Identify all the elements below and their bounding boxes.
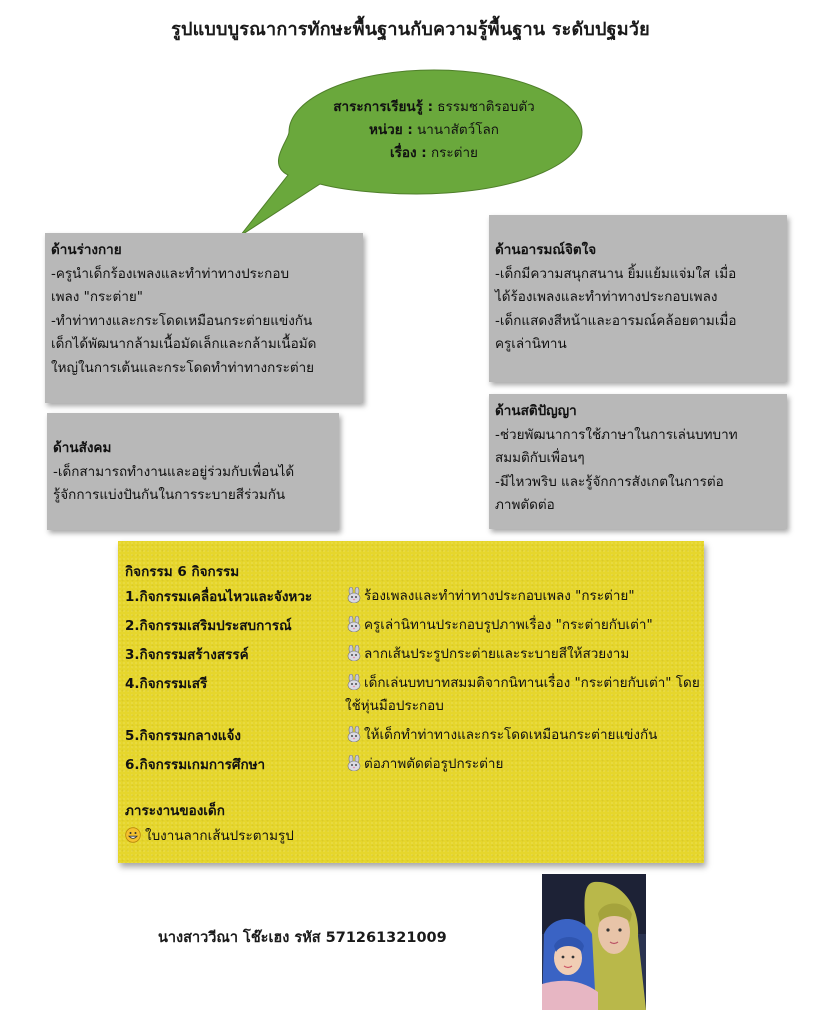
activity-description: ลากเส้นประรูปกระต่ายและระบายสีให้สวยงาม <box>364 646 630 662</box>
author-name: นางสาววีณา โช๊ะเฮง รหัส 571261321009 <box>158 930 447 946</box>
subject-label: สาระการเรียนรู้ : <box>333 99 433 115</box>
topic-label: เรื่อง : <box>390 145 427 161</box>
physical-line: ใหญ่ในการเต้นและกระโดดทำท่าทางกระต่าย <box>51 359 315 376</box>
physical-line: -ทำท่าทางและกระโดดเหมือนกระต่ายแข่งกัน <box>51 312 313 329</box>
emotion-line: ได้ร้องเพลงและทำท่าทางประกอบเพลง <box>495 289 718 305</box>
intellect-line: ภาพตัดต่อ <box>495 497 555 513</box>
intellect-line: -ช่วยพัฒนาการใช้ภาษาในการเล่นบทบาท <box>495 426 738 443</box>
intellect-heading: ด้านสติปัญญา <box>495 403 577 419</box>
physical-line: เด็กได้พัฒนากล้ามเนื้อมัดเล็กและกล้ามเนื้อมัด <box>51 336 317 352</box>
emotional-development-box <box>489 215 787 382</box>
social-development-box <box>47 413 339 530</box>
rabbit-icon <box>345 645 363 661</box>
social-heading: ด้านสังคม <box>53 440 112 456</box>
activity-description: ครูเล่านิทานประกอบรูปภาพเรื่อง "กระต่ายกับเต่า" <box>364 617 653 633</box>
rabbit-icon <box>345 616 363 632</box>
intellect-line: สมมติกับเพื่อนๆ <box>495 450 585 466</box>
emotion-line: -เด็กมีความสนุกสนาน ยิ้มแย้มแจ่มใส เมื่อ <box>495 265 737 282</box>
page-title: รูปแบบบูรณาการทักษะพื้นฐานกับความรู้พื้นฐาน ระดับปฐมวัย <box>171 19 650 40</box>
emotion-line: ครูเล่านิทาน <box>495 336 567 352</box>
emotion-heading: ด้านอารมณ์จิตใจ <box>495 242 597 258</box>
rabbit-icon <box>345 674 363 690</box>
physical-heading: ด้านร่างกาย <box>51 242 122 258</box>
work-item-text: ใบงานลากเส้นประตามรูป <box>145 828 294 844</box>
intellect-line: -มีไหวพริบ และรู้จักการสังเกตในการต่อ <box>495 473 724 490</box>
intellectual-development-box <box>489 394 787 529</box>
activity-name: 1.กิจกรรมเคลื่อนไหวและจังหวะ <box>125 589 313 605</box>
physical-line: -ครูนำเด็กร้องเพลงและทำท่าทางประกอบ <box>51 265 290 282</box>
rabbit-icon <box>345 755 363 771</box>
activity-description: ต่อภาพตัดต่อรูปกระต่าย <box>364 756 504 772</box>
social-line: รู้จักการแบ่งปันกันในการระบายสีร่วมกัน <box>53 487 286 503</box>
emotion-line: -เด็กแสดงสีหน้าและอารมณ์คล้อยตามเมื่อ <box>495 312 737 329</box>
activity-description: ให้เด็กทำท่าทางและกระโดดเหมือนกระต่ายแข่งกัน <box>364 727 658 743</box>
activities-heading: กิจกรรม 6 กิจกรรม <box>125 564 240 580</box>
subject-value: ธรรมชาติรอบตัว <box>432 99 535 115</box>
smiley-icon <box>125 827 141 843</box>
work-heading: ภาระงานของเด็ก <box>125 803 225 819</box>
social-line: -เด็กสามารถทำงานและอยู่ร่วมกับเพื่อนได้ <box>53 463 295 480</box>
work-item <box>125 824 294 846</box>
activity-name: 5.กิจกรรมกลางแจ้ง <box>125 728 242 744</box>
physical-line: เพลง "กระต่าย" <box>51 289 144 305</box>
topic-value: กระต่าย <box>426 145 478 161</box>
activity-description: เด็กเล่นบทบาทสมมติจากนิทานเรื่อง "กระต่ายกับเต่า" โดยใช้หุ่นมือประกอบ <box>345 675 700 714</box>
activity-description: ร้องเพลงและทำท่าทางประกอบเพลง "กระต่าย" <box>364 588 635 604</box>
portrait-photo <box>542 874 646 1010</box>
rabbit-icon <box>345 726 363 742</box>
unit-value: นานาสัตว์โลก <box>412 122 499 138</box>
activity-name: 2.กิจกรรมเสริมประสบการณ์ <box>125 618 292 634</box>
activities-panel <box>118 541 704 863</box>
activity-name: 4.กิจกรรมเสรี <box>125 676 208 692</box>
activity-name: 6.กิจกรรมเกมการศึกษา <box>125 757 266 773</box>
activity-name: 3.กิจกรรมสร้างสรรค์ <box>125 647 249 663</box>
unit-label: หน่วย : <box>369 122 413 138</box>
rabbit-icon <box>345 587 363 603</box>
bubble-content <box>300 96 568 165</box>
physical-development-box <box>45 233 363 403</box>
